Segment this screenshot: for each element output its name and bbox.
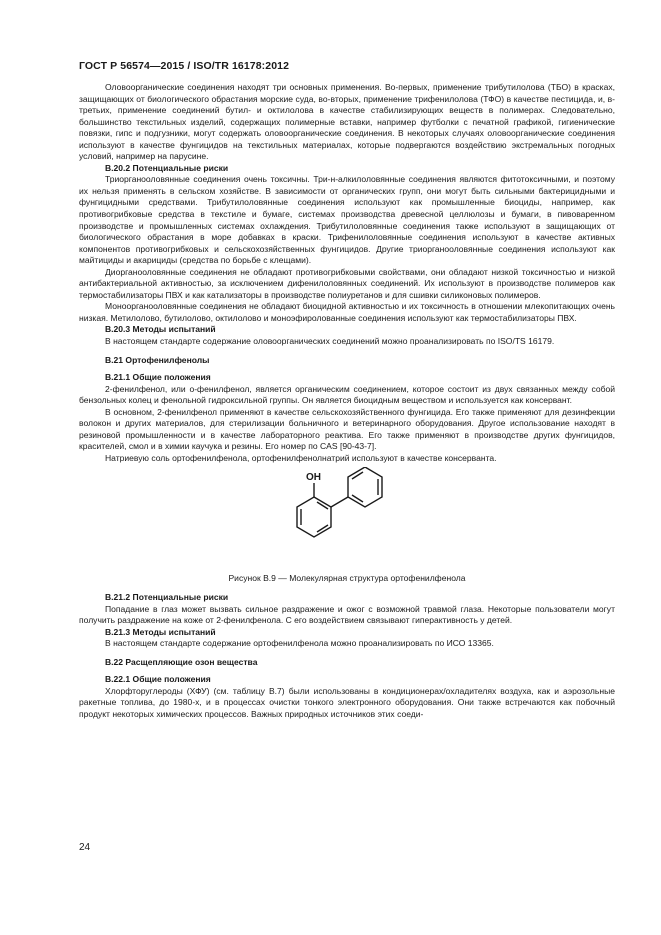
b20-2-paragraph-1: Триорганооловянные соединения очень токсичны. Три-н-алкилоловянные соединения являются фитотоксичными, и поэтому их нельзя применять в сельском хозяйстве. В зависимости от органических групп, они могут быть сильными бактерицидными и фунгицидными средствами. Трибутилоловянные соединения используют как промышленные биоциды, например, как противогрибковые средства в текстиле и бумаге, системах производства древесной целлюлозы и бумаги, в пивоваренном производстве и промышленных системах охлаждения. Трибутилоловянные соединения также используют в защищающих от биологического обрастания в море добавках в краски. Трифенилоловянные соединения используют в качестве активных компонентов противогрибковых и сельскохозяйственных фунгицидов. Другие триорганооловянные соединения используют как майтициды и акарициды (средства по борьбе с клещами).	[79, 174, 615, 266]
document-header: ГОСТ Р 56574—2015 / ISO/TR 16178:2012	[79, 60, 290, 72]
page-number: 24	[79, 842, 91, 853]
section-heading-b22: В.22 Расщепляющие озон вещества	[105, 656, 258, 667]
b21-1-paragraph-1: 2-фенилфенол, или о-фенилфенол, является органическим соединением, которое состоит из двух связанных между собой бензольных колец и фенольной гидроксильной группы. Он является биоцидным веществом и используется как консервант.	[79, 383, 615, 406]
section-heading-b21-1: В.21.1 Общие положения	[105, 372, 211, 383]
intro-paragraph: Оловоорганические соединения находят три основных применения. Во-первых, применение трибутилолова (ТБО) в красках, защищающих от биологического обрастания морские суда, во-вторых, применение трифенилолова (ТФО) в качестве пестицида, и, в-третьих, применение соединений бутил- и октилолова в качестве стабилизирующих веществ в полимерах. Следовательно, большинство текстильных изделий, содержащих полимерные вставки, например футболки с печатной графикой, гигиенические повязки, гипс и подгузники, могут содержать оловоорганические соединения. В некоторых случаях оловоорганические соединения используют в качестве фунгицидов на текстильных материалах, которые подвергаются воздействию экстремальных погодных условий, например на парусине.	[79, 82, 615, 162]
b21-3-paragraph: В настоящем стандарте содержание ортофенилфенола можно проанализировать по ИСО 13365.	[105, 638, 494, 649]
document-body	[79, 82, 615, 721]
b21-1-paragraph-3: Натриевую соль ортофенилфенола, ортофенилфенолнатрий используют в качестве консерванта.	[105, 452, 497, 463]
section-heading-b21-2: В.21.2 Потенциальные риски	[105, 592, 229, 603]
b20-3-paragraph: В настоящем стандарте содержание оловоорганических соединений можно проанализировать по ISO/TS 16179.	[105, 336, 555, 347]
phenol-ring	[297, 483, 331, 537]
orthophenylphenol-structure-diagram	[292, 467, 412, 567]
b20-2-paragraph-3: Моноорганооловянные соединения не обладают биоцидной активностью и их токсичность в отношении млекопитающих очень низкая. Метилолово, бутилолово, октилолово и моноэфиролованные соединения используют как термостабилизаторы ПВХ.	[79, 301, 615, 323]
phenyl-ring	[331, 467, 382, 507]
b22-1-paragraph: Хлорфторуглероды (ХФУ) (см. таблицу В.7) были использованы в кондиционерах/охладителях воздуха, как и аэрозольные ракетные топлива, до 1980-х, и в процессах очистки тонкого электронного оборудования. Они также встречаются как побочный продукт некоторых химических процессов. Важных природных источников этих соеди-	[79, 685, 615, 719]
b21-1-paragraph-2: В основном, 2-фенилфенол применяют в качестве сельскохозяйственного фунгицида. Его также применяют для дезинфекции волокон и других материалов, для стерилизации больничного и ветеринарного оборудования. Другое использование находят в резиновой промышленности и в качестве лабораторного реактива. Его также применяют в производстве других фунгицидов, красителей, смол и в химии каучука и резины. Его номер по CAS [90-43-7].	[79, 406, 615, 452]
section-heading-b22-1: В.22.1 Общие положения	[105, 674, 211, 685]
section-heading-b21: В.21 Ортофенилфенолы	[105, 354, 210, 365]
figure-caption: Рисунок В.9 — Молекулярная структура ортофенилфенола	[228, 572, 466, 583]
section-heading-b21-3: В.21.3 Методы испытаний	[105, 626, 216, 637]
hydroxyl-label: OH	[306, 471, 321, 483]
molecular-structure-figure	[79, 467, 615, 567]
b20-2-paragraph-2: Диорганооловянные соединения не обладают противогрибковыми свойствами, они обладают низкой токсичностью и низкой антибактериальной активностью, за исключением дифенилоловянных соединений. Их используют в производстве полимеров как термостабилизаторы ПВХ и как катализаторы в производстве полиуретанов и для сшивки силиконовых полимеров.	[79, 266, 615, 300]
section-heading-b20-3: В.20.3 Методы испытаний	[105, 324, 216, 335]
b21-2-paragraph: Попадание в глаз может вызвать сильное раздражение и ожог с возможной травмой глаза. Некоторые пользователи могут получить раздражение на коже от 2-фенилфенола. С его воздействием связывают гиперактивность у детей.	[79, 603, 615, 626]
section-heading-b20-2: В.20.2 Потенциальные риски	[105, 162, 229, 173]
